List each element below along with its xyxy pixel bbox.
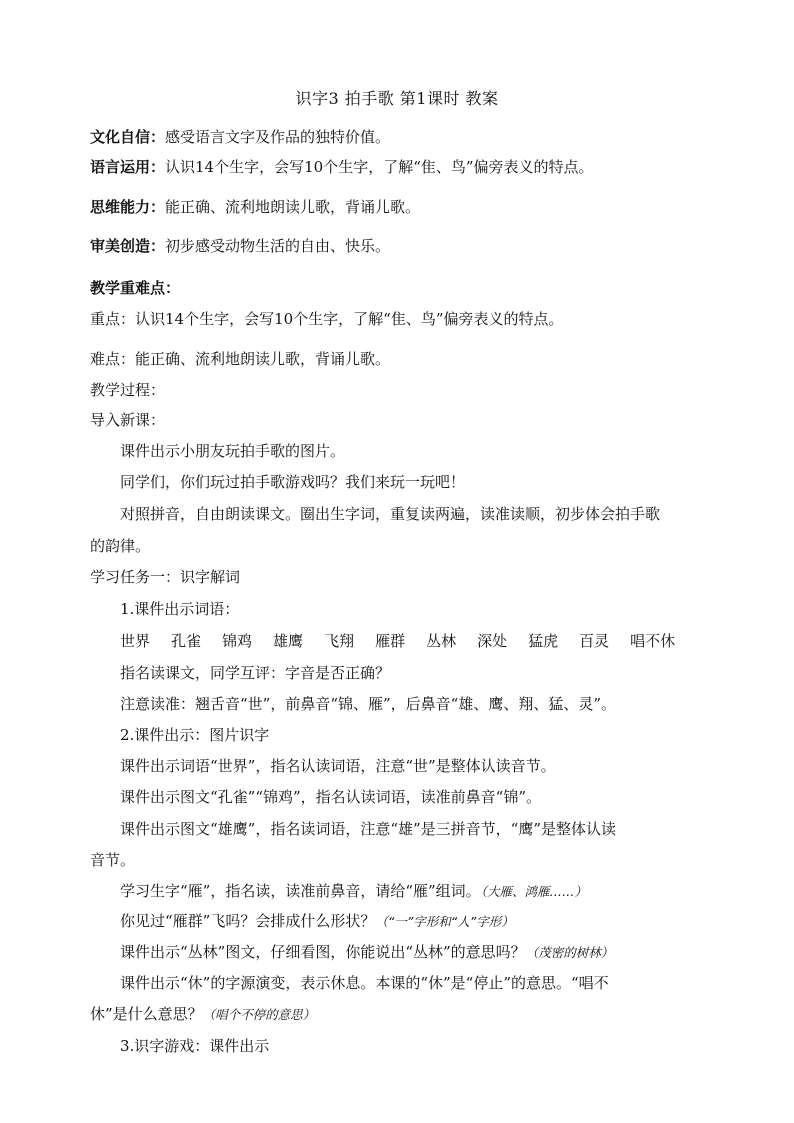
word-item: 唱不休 <box>630 632 676 650</box>
step2-line: 音节。 <box>90 851 136 869</box>
task1-heading: 学习任务一：识字解词 <box>90 568 241 586</box>
goal-label: 思维能力： <box>90 198 166 216</box>
yanqun-note: （“一”字形和“人”字形） <box>375 914 514 929</box>
page-title: 识字3 拍手歌 第1课时 教案 <box>295 89 499 108</box>
goal-label: 审美创造： <box>90 237 166 255</box>
key-difficulty-heading: 教学重难点： <box>90 279 181 297</box>
step1-heading: 1.课件出示词语： <box>120 600 240 618</box>
goal-aesthetic <box>90 236 710 256</box>
step2-line: 课件出示图文“雄鹰”，指名读词语，注意“雄”是三拼音节，“鹰”是整体认读 <box>120 820 617 838</box>
step2-line: 课件出示图文“孔雀”“锦鸡”，指名认读词语，读准前鼻音“锦”。 <box>120 788 542 806</box>
goal-text: 认识14个生字，会写10个生字，了解“隹、鸟”偏旁表义的特点。 <box>165 158 594 176</box>
step2-heading: 2.课件出示：图片识字 <box>120 726 270 744</box>
goal-label: 文化自信： <box>90 128 166 146</box>
step1-line: 指名读课文，同学互评：字音是否正确？ <box>120 664 391 682</box>
yan-note: （大雁、鸿雁……） <box>480 884 587 899</box>
word-item: 深处 <box>477 632 508 650</box>
process-heading: 教学过程： <box>90 381 166 399</box>
intro-heading: 导入新课： <box>90 411 166 429</box>
difficult-point: 难点：能正确、流利地朗读儿歌，背诵儿歌。 <box>90 350 391 368</box>
yanqun-text: 你见过“雁群”飞吗？会排成什么形状？ <box>120 912 376 930</box>
conglin-text: 课件出示“丛林”图文，仔细看图，你能说出“丛林”的意思吗？ <box>120 943 526 961</box>
goal-text: 能正确、流利地朗读儿歌，背诵儿歌。 <box>165 198 421 216</box>
intro-line: 对照拼音，自由朗读课文。圈出生字词，重复读两遍，读准读顺，初步体会拍手歌 <box>120 505 661 523</box>
conglin-note: （茂密的树林） <box>525 945 614 960</box>
xiu-note: （唱个不停的意思） <box>202 1007 316 1022</box>
word-list <box>120 631 680 651</box>
goal-label: 语言运用： <box>90 158 166 176</box>
step2-line: 课件出示词语“世界”，指名认读词语，注意“世”是整体认读音节。 <box>120 757 556 775</box>
word-item: 锦鸡 <box>222 632 253 650</box>
word-item: 雄鹰 <box>273 632 304 650</box>
yanqun-line <box>120 911 740 932</box>
word-item: 丛林 <box>426 632 457 650</box>
goal-culture <box>90 127 710 147</box>
key-point: 重点：认识14个生字，会写10个生字，了解“隹、鸟”偏旁表义的特点。 <box>90 310 564 328</box>
yan-text: 学习生字“雁”，指名读，读准前鼻音，请给“雁”组词。 <box>120 882 481 900</box>
goal-language <box>90 157 710 177</box>
xiu-text: 休”是什么意思？ <box>90 1005 203 1023</box>
xiu-line: 课件出示“休”的字源演变，表示休息。本课的“休”是“停止”的意思。“唱不 <box>120 974 609 992</box>
intro-line: 课件出示小朋友玩拍手歌的图片。 <box>120 442 346 460</box>
step1-line: 注意读准：翘舌音“世”，前鼻音“锦、雁”，后鼻音“雄、鹰、翔、猛、灵”。 <box>120 695 617 713</box>
intro-line: 的韵律。 <box>90 537 151 555</box>
word-item: 孔雀 <box>171 632 202 650</box>
word-item: 雁群 <box>375 632 406 650</box>
intro-line: 同学们，你们玩过拍手歌游戏吗？我们来玩一玩吧！ <box>120 473 466 491</box>
step3-heading: 3.识字游戏：课件出示 <box>120 1037 270 1055</box>
word-item: 百灵 <box>579 632 610 650</box>
yan-line <box>120 881 740 902</box>
xiu-line-2 <box>90 1004 710 1025</box>
goal-text: 感受语言文字及作品的独特价值。 <box>165 128 391 146</box>
goal-thinking <box>90 197 710 217</box>
word-item: 世界 <box>120 632 151 650</box>
conglin-line <box>120 942 740 963</box>
word-item: 飞翔 <box>324 632 355 650</box>
goal-text: 初步感受动物生活的自由、快乐。 <box>165 237 391 255</box>
word-item: 猛虎 <box>528 632 559 650</box>
